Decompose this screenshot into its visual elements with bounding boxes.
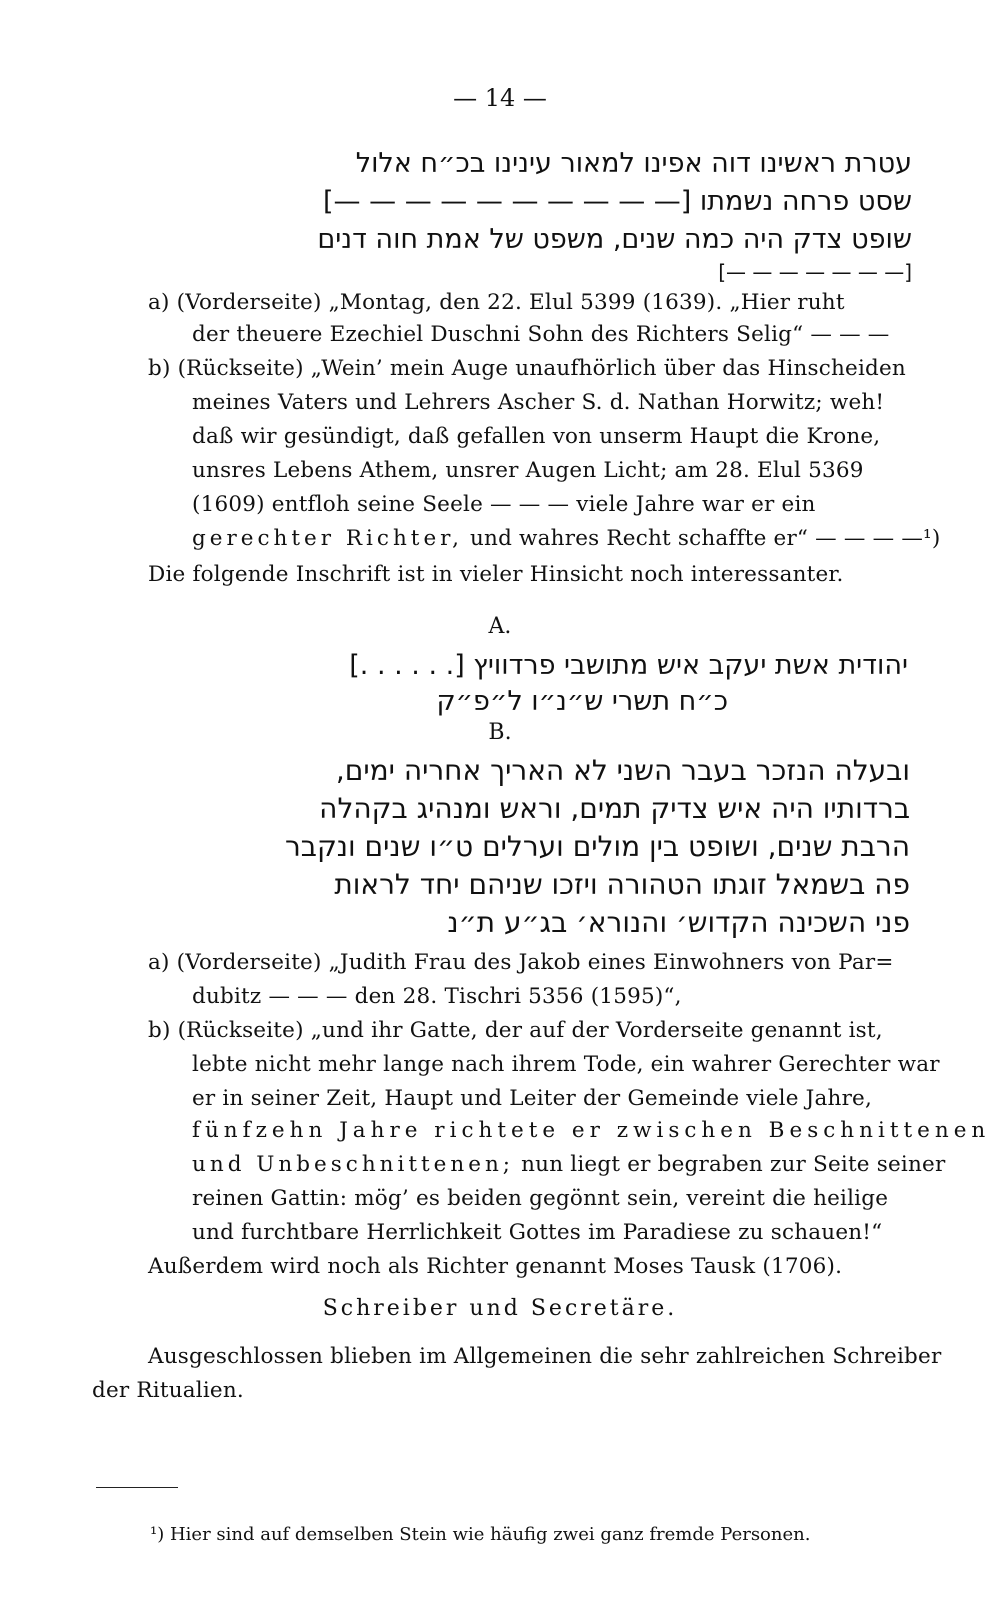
translation-line: (1609) entfloh seine Seele — — — viele Jahre war er ein xyxy=(192,492,816,517)
translation-line: reinen Gattin: mög’ es beiden gegönnt sein, vereint die heilige xyxy=(192,1186,889,1211)
hebrew-line: שופט צדק היה כמה שנים, משפט של אמת חוה דנים xyxy=(317,224,912,255)
paragraph-line: der Ritualien. xyxy=(92,1378,244,1403)
translation-line: a) (Vorderseite) „Montag, den 22. Elul 5399 (1639). „Hier ruht xyxy=(148,290,845,315)
translation-line: und furchtbare Herrlichkeit Gottes im Paradiese zu schauen!“ xyxy=(192,1220,883,1245)
hebrew-line: פה בשמאל זוגתו הטהורה ויזכו שניהם יחד לראות xyxy=(334,868,910,901)
additional-line: Außerdem wird noch als Richter genannt Moses Tausk (1706). xyxy=(148,1254,843,1279)
translation-line: lebte nicht mehr lange nach ihrem Tode, ein wahrer Gerechter war xyxy=(192,1052,940,1077)
translation-text: und wahres Recht schaffte er“ — — — —¹) xyxy=(469,526,941,551)
translation-line: daß wir gesündigt, daß gefallen von unserm Haupt die Krone, xyxy=(192,424,881,449)
translation-line: meines Vaters und Lehrers Ascher S. d. Nathan Horwitz; weh! xyxy=(192,390,885,415)
translation-line: a) (Vorderseite) „Judith Frau des Jakob eines Einwohners von Par= xyxy=(148,950,894,975)
hebrew-line: פני השכינה הקדוש׳ והנורא׳ בג״ע ת״נ xyxy=(447,906,910,939)
translation-text: nun liegt er begraben zur Seite seiner xyxy=(521,1152,946,1177)
translation-line: b) (Rückseite) „und ihr Gatte, der auf der Vorderseite genannt ist, xyxy=(148,1018,883,1043)
hebrew-line: ברדותיו היה איש צדיק תמים, וראש ומנהיג בקהלה xyxy=(319,792,910,825)
hebrew-line: [— — — — — — —] xyxy=(718,260,912,284)
section-heading: Schreiber und Secretäre. xyxy=(322,1296,678,1321)
page-number: — 14 — xyxy=(453,84,547,112)
translation-line: dubitz — — — den 28. Tischri 5356 (1595)“, xyxy=(192,984,682,1009)
hebrew-line: כ״ח תשרי ש״נ״ו ל״פ״ק xyxy=(436,686,728,717)
translation-line: unsres Lebens Athem, unsrer Augen Licht; am 28. Elul 5369 xyxy=(192,458,864,483)
translation-line xyxy=(192,526,940,551)
translation-line: der theuere Ezechiel Duschni Sohn des Richters Selig“ — — — xyxy=(192,322,890,347)
translation-line: b) (Rückseite) „Wein’ mein Auge unaufhörlich über das Hinscheiden xyxy=(148,356,906,381)
footnote-divider xyxy=(96,1487,178,1488)
translation-line xyxy=(192,1152,945,1177)
hebrew-line: ובעלה הנזכר בעבר השני לא האריך אחריה ימים, xyxy=(335,754,910,787)
section-b-label: B. xyxy=(488,720,512,745)
hebrew-line: הרבת שנים, ושופט בין מולים וערלים ט״ו שנים ונקבר xyxy=(284,830,910,863)
hebrew-line: שסט פרחה נשמתו [— — — — — — — — — —] xyxy=(323,186,912,217)
hebrew-line: עטרת ראשינו דוה אפינו למאור עינינו בכ״ח אלול xyxy=(355,148,912,179)
emphasized-text: gerechter Richter, xyxy=(192,526,463,551)
emphasized-text: und Unbeschnittenen; xyxy=(192,1152,515,1177)
translation-line: er in seiner Zeit, Haupt und Leiter der Gemeinde viele Jahre, xyxy=(192,1086,873,1111)
emphasized-line: fünfzehn Jahre richtete er zwischen Beschnittenen xyxy=(192,1118,991,1143)
section-a-label: A. xyxy=(488,614,512,639)
paragraph-line: Ausgeschlossen blieben im Allgemeinen die sehr zahlreichen Schreiber xyxy=(148,1344,942,1369)
footnote: ¹) Hier sind auf demselben Stein wie häufig zwei ganz fremde Personen. xyxy=(150,1524,811,1545)
hebrew-line: יהודית אשת יעקב איש מתושבי פרדוויץ [. . . . . .] xyxy=(349,650,908,681)
intro-line: Die folgende Inschrift ist in vieler Hinsicht noch interessanter. xyxy=(148,562,844,587)
